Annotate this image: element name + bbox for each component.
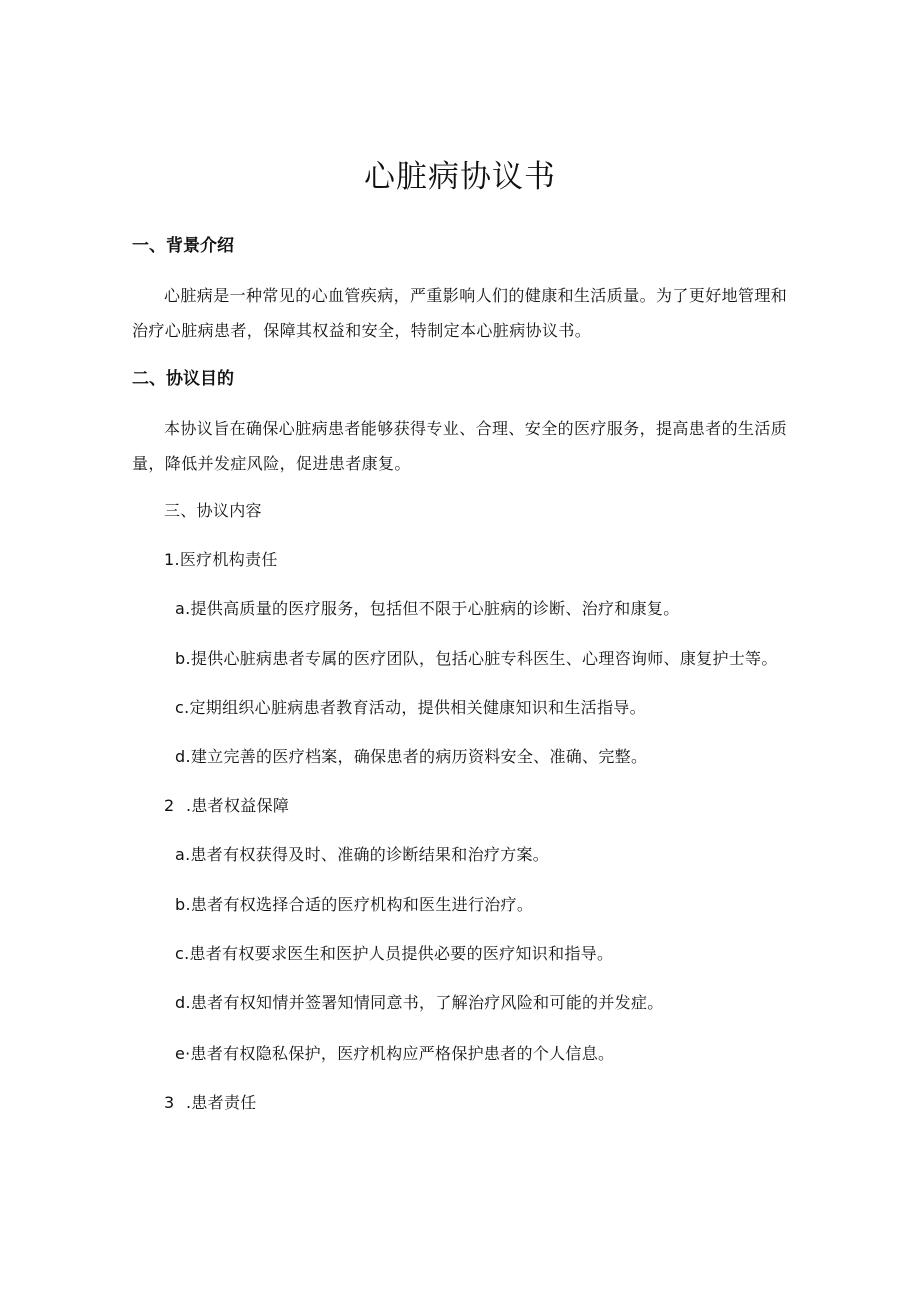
section-body-background: 心脏病是一种常见的心血管疾病，严重影响人们的健康和生活质量。为了更好地管理和治疗心脏病患者，保障其权益和安全，特制定本心脏病协议书。 (132, 286, 788, 340)
subsection-title-text: .患者责任 (186, 1093, 257, 1112)
list-item: a.患者有权获得及时、准确的诊断结果和治疗方案。 (175, 845, 550, 864)
list-item: c.患者有权要求医生和医护人员提供必要的医疗知识和指导。 (175, 944, 614, 963)
list-item: e·患者有权隐私保护，医疗机构应严格保护患者的个人信息。 (175, 1044, 615, 1063)
list-item: b.患者有权选择合适的医疗机构和医生进行治疗。 (175, 895, 534, 914)
subsection-title-patient-duties (164, 1088, 257, 1118)
section-heading-content: 三、协议内容 (164, 501, 262, 520)
section-heading-purpose: 二、协议目的 (132, 369, 234, 389)
subsection-title-text: .患者权益保障 (186, 796, 290, 815)
section-heading-background: 一、背景介绍 (132, 236, 234, 256)
list-item: d.建立完善的医疗档案，确保患者的病历资料安全、准确、完整。 (175, 747, 648, 766)
list-item: d.患者有权知情并签署知情同意书，了解治疗风险和可能的并发症。 (175, 993, 664, 1012)
subsection-title-patient-rights (164, 791, 289, 821)
list-item: a.提供高质量的医疗服务，包括但不限于心脏病的诊断、治疗和康复。 (175, 599, 680, 618)
list-item: b.提供心脏病患者专属的医疗团队，包括心脏专科医生、心理咨询师、康复护士等。 (175, 649, 778, 668)
subsection-number: 3 (164, 1093, 175, 1112)
section-body-purpose: 本协议旨在确保心脏病患者能够获得专业、合理、安全的医疗服务，提高患者的生活质量，降低并发症风险，促进患者康复。 (132, 419, 788, 473)
list-item: c.定期组织心脏病患者教育活动，提供相关健康知识和生活指导。 (175, 698, 646, 717)
subsection-number: 2 (164, 796, 175, 815)
subsection-title-institution: 1.医疗机构责任 (164, 550, 278, 569)
document-title: 心脏病协议书 (364, 159, 556, 195)
